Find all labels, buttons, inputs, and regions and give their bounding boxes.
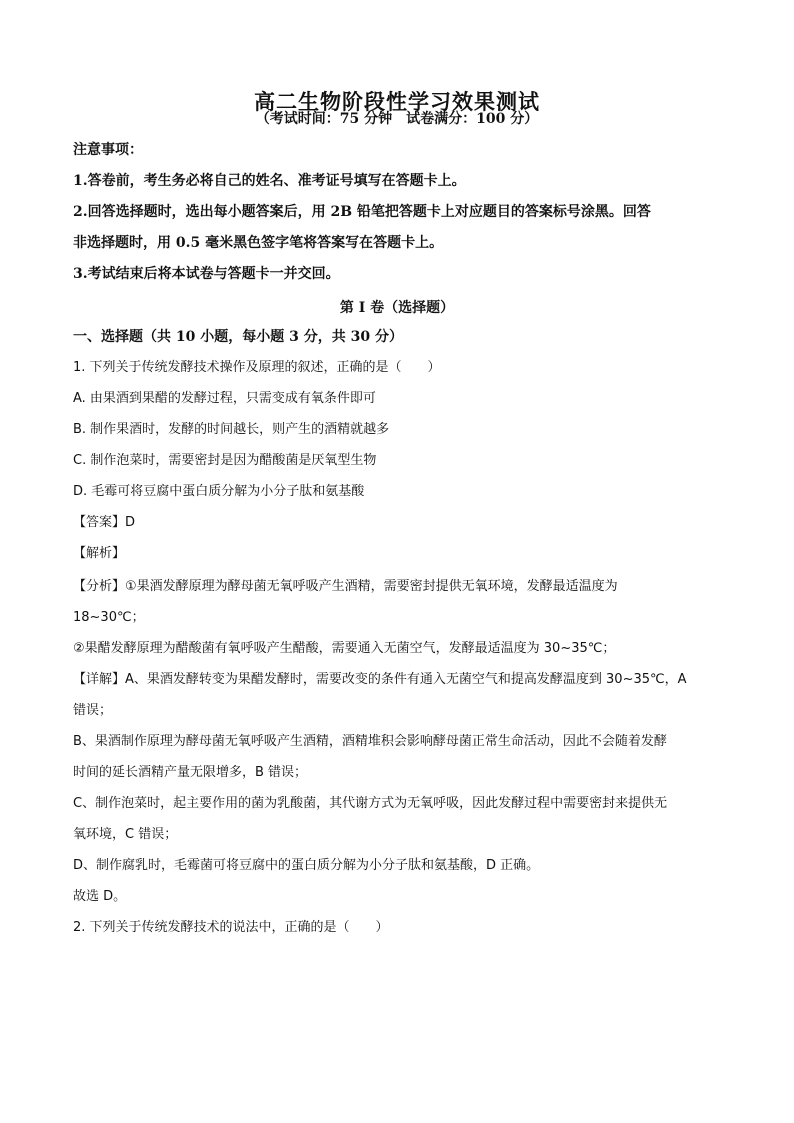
analysis-line: B、果酒制作原理为酵母菌无氧呼吸产生酒精，酒精堆积会影响酵母菌正常生命活动，因此不会随着发酵 bbox=[73, 734, 667, 749]
page-title: 高二生物阶段性学习效果测试 bbox=[254, 89, 540, 114]
analysis-line: 错误； bbox=[73, 703, 113, 718]
analysis-line: C、制作泡菜时，起主要作用的菌为乳酸菌，其代谢方式为无氧呼吸，因此发酵过程中需要密封来提供无 bbox=[73, 796, 668, 811]
notice-item-1: 1.答卷前，考生务必将自己的姓名、准考证号填写在答题卡上。 bbox=[73, 173, 466, 189]
notice-item-2-cont: 非选择题时，用 0.5 毫米黑色签字笔将答案写在答题卡上。 bbox=[73, 235, 444, 251]
analysis-line: 故选 D。 bbox=[73, 889, 127, 904]
question-1-option-c: C. 制作泡菜时，需要密封是因为醋酸菌是厌氧型生物 bbox=[73, 453, 377, 468]
question-1-answer: 【答案】D bbox=[73, 515, 136, 530]
question-1-analysis-label: 【解析】 bbox=[73, 546, 126, 561]
analysis-line: D、制作腐乳时，毛霉菌可将豆腐中的蛋白质分解为小分子肽和氨基酸，D 正确。 bbox=[73, 858, 540, 873]
exam-info: （考试时间：75 分钟 试卷满分：100 分） bbox=[255, 111, 539, 127]
question-1-option-d: D. 毛霉可将豆腐中蛋白质分解为小分子肽和氨基酸 bbox=[73, 484, 365, 499]
notice-heading: 注意事项： bbox=[73, 142, 143, 158]
part-title: 一、选择题（共 10 小题，每小题 3 分，共 30 分） bbox=[73, 329, 403, 345]
analysis-line: ②果醋发酵原理为醋酸菌有氧呼吸产生醋酸，需要通入无菌空气，发酵最适温度为 30~35℃； bbox=[73, 641, 616, 656]
question-1-option-b: B. 制作果酒时，发酵的时间越长，则产生的酒精就越多 bbox=[73, 422, 390, 437]
analysis-line: 氧环境，C 错误； bbox=[73, 827, 178, 842]
notice-item-3: 3.考试结束后将本试卷与答题卡一并交回。 bbox=[73, 266, 340, 282]
analysis-line: 18~30℃； bbox=[73, 610, 145, 625]
analysis-line: 【分析】①果酒发酵原理为酵母菌无氧呼吸产生酒精，需要密封提供无氧环境，发酵最适温度为 bbox=[73, 579, 618, 594]
analysis-line: 时间的延长酒精产量无限增多，B 错误； bbox=[73, 765, 308, 780]
question-2-stem: 2. 下列关于传统发酵技术的说法中，正确的是（ ） bbox=[73, 920, 389, 935]
volume-title: 第 I 卷（选择题） bbox=[339, 300, 455, 316]
analysis-line: 【详解】A、果酒发酵转变为果醋发酵时，需要改变的条件有通入无菌空气和提高发酵温度到 30~35℃，A bbox=[73, 672, 687, 687]
notice-item-2: 2.回答选择题时，选出每小题答案后，用 2B 铅笔把答题卡上对应题目的答案标号涂黑。回答 bbox=[73, 204, 651, 220]
question-1-stem: 1. 下列关于传统发酵技术操作及原理的叙述，正确的是（ ） bbox=[73, 360, 441, 375]
question-1-option-a: A. 由果酒到果醋的发酵过程，只需变成有氧条件即可 bbox=[73, 391, 376, 406]
